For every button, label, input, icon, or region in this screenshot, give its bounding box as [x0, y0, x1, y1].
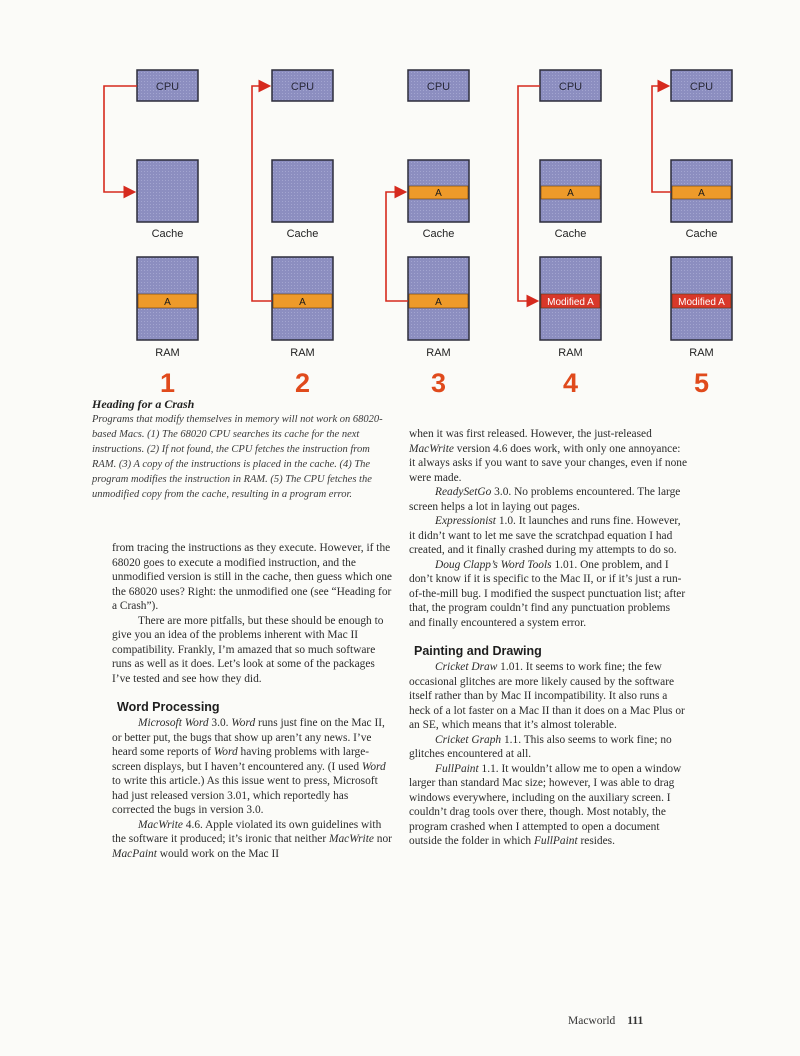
caption-title: Heading for a Crash: [92, 397, 195, 411]
ram-band-label: Modified A: [547, 297, 594, 308]
paragraph: There are more pitfalls, but these should be enough to give you an idea of the problems inherent with Mac II compatibility. Frankly, I’m amazed that so much software runs as well as it does. Let’s look at some of the packages I’ve tested and see how they did.: [112, 614, 384, 685]
paragraph: [409, 558, 689, 631]
arrow-cpu-to-ram: [518, 86, 540, 301]
arrow-cache-to-cpu: [652, 86, 671, 192]
text-run: 4.6. Apple violated its own guidelines with the software it produced; it’s ironic that neither: [112, 818, 382, 845]
paragraph: [112, 716, 392, 818]
text-run: when it was first released. However, the just-released: [409, 428, 652, 440]
cache-band-label: A: [698, 188, 705, 199]
paragraph: [409, 733, 689, 762]
ram-label: RAM: [426, 347, 451, 359]
text-run: having problems with large-screen displays, but I haven’t encountered any. (I used: [112, 746, 370, 773]
product-name: FullPaint: [533, 835, 578, 847]
product-name: Cricket Draw: [435, 661, 498, 673]
product-name: Word: [213, 746, 238, 758]
ram-band-label: A: [435, 297, 442, 308]
cache-diagram-svg: [0, 0, 800, 400]
page-footer: [568, 1015, 643, 1027]
ram-band-label: Modified A: [678, 297, 725, 308]
cpu-label: CPU: [155, 81, 180, 93]
cache-label: Cache: [286, 228, 319, 240]
text-run: 3.0.: [208, 717, 232, 729]
product-name: MacPaint: [112, 847, 157, 860]
product-name: Expressionist: [435, 515, 496, 527]
paragraph: [112, 818, 392, 862]
product-name: MacWrite: [329, 833, 374, 845]
product-name: Word: [231, 717, 256, 729]
left-column: [112, 541, 392, 861]
text-run: 1.01. One problem, and I don’t know if it is specific to the Mac II, or if it’s just a run-of-the-mill bug. I modified the suspect punctuation list; after that, the program couldn’t find any punctuation problems and finally encountered a system error.: [409, 558, 686, 629]
magazine-name: Macworld: [568, 1015, 616, 1027]
ram-label: RAM: [155, 347, 180, 359]
cpu-label: CPU: [558, 81, 583, 93]
stage-number: 2: [294, 368, 311, 398]
stage-number: 5: [693, 368, 710, 398]
text-run: resides.: [577, 835, 615, 847]
arrow-ram-to-cpu: [252, 86, 272, 301]
product-name: Cricket Graph: [435, 733, 502, 746]
ram-label: RAM: [558, 347, 583, 359]
cpu-label: CPU: [290, 81, 315, 93]
cache-band-label: A: [567, 188, 574, 199]
ram-label: RAM: [689, 347, 714, 359]
text-run: would work on the Mac II: [156, 847, 280, 860]
paragraph: [409, 660, 689, 733]
text-run: 1.1. It wouldn’t allow me to open a window larger than standard Mac size; however, I was able to drag windows everywhere, including on the auxiliary screen. I couldn’t drag tools over there, though. Most notably, the program crashed when I attempted to open a document outside the folder in which: [409, 762, 682, 847]
cache-box: [137, 160, 198, 222]
stage-number: 3: [430, 368, 447, 398]
product-name: Doug Clapp’s Word Tools: [435, 558, 552, 571]
cache-band-label: A: [435, 188, 442, 199]
text-run: version 4.6 does work, with only one annoyance: it always asks if you want to save your changes, even if none were made.: [409, 442, 688, 484]
text-run: 1.1. This also seems to work fine; no glitches encountered at all.: [409, 733, 672, 760]
arrow-ram-to-cache: [386, 192, 408, 301]
paragraph: [409, 762, 689, 849]
text-run: nor: [373, 833, 392, 845]
cache-label: Cache: [685, 228, 718, 240]
text-run: to write this article.) As this issue went to press, Microsoft had just released version 3.01, which reportedly has corrected the bugs in version 3.0.: [112, 775, 378, 816]
paragraph: [409, 514, 689, 558]
text-run: 3.0. No problems encountered. The large screen helps a lot in laying out pages.: [409, 486, 681, 513]
product-name: FullPaint: [435, 762, 479, 775]
cache-box: [272, 160, 333, 222]
arrow-cpu-to-cache: [104, 86, 137, 192]
cache-label: Cache: [151, 228, 184, 240]
ram-band-label: A: [299, 297, 306, 308]
section-heading-painting-drawing: Painting and Drawing: [414, 644, 542, 658]
cache-label: Cache: [422, 228, 455, 240]
paragraph: [409, 427, 689, 485]
text-run: 1.0. It launches and runs fine. However, it didn’t want to let me save the scratchpad equation I had created, and it finally crashed during my attempts to do so.: [409, 515, 681, 556]
product-name: MacWrite: [138, 818, 183, 831]
product-name: Microsoft Word: [138, 717, 209, 729]
product-name: Word: [361, 760, 386, 773]
cpu-label: CPU: [689, 81, 714, 93]
product-name: ReadySetGo: [435, 486, 492, 498]
stage-number: 1: [159, 368, 176, 398]
section-heading-word-processing: Word Processing: [117, 700, 220, 714]
right-column: [409, 427, 689, 849]
caption-text: Programs that modify themselves in memory will not work on 68020-based Macs. (1) The 68020 CPU searches its cache for the next instructions. (2) If not found, the CPU fetches the instruction from RAM. (3) A copy of the instructions is placed in the cache. (4) The program modifies the instruction in RAM. (5) The CPU fetches the unmodified copy from the cache, resulting in a program error.: [92, 414, 383, 500]
product-name: MacWrite: [409, 442, 454, 455]
ram-label: RAM: [290, 347, 315, 359]
text-run: runs just fine on the Mac II, or better put, the bugs that show up aren’t any news. I’ve heard some reports of: [112, 717, 385, 758]
text-run: 1.01. It seems to work fine; the few occasional glitches are more likely caused by the software itself rather than by Mac II incompatibility. It also runs a heck of a lot faster on a Mac II than it does on a Mac Plus or an SE, which means that it’s almost tolerable.: [409, 661, 685, 731]
cpu-label: CPU: [426, 81, 451, 93]
ram-band-label: A: [164, 297, 171, 308]
paragraph: [409, 485, 689, 514]
cache-diagram: [0, 0, 800, 400]
page-number: 111: [627, 1015, 644, 1027]
stage-number: 4: [562, 368, 579, 398]
cache-label: Cache: [554, 228, 587, 240]
paragraph: from tracing the instructions as they execute. However, if the 68020 goes to execute a modified instruction, and the unmodified version is still in the cache, then guess which one the 68020 uses? Right: the unmodified one (see “Heading for a Crash”).: [112, 542, 392, 612]
figure-caption: [92, 396, 392, 502]
